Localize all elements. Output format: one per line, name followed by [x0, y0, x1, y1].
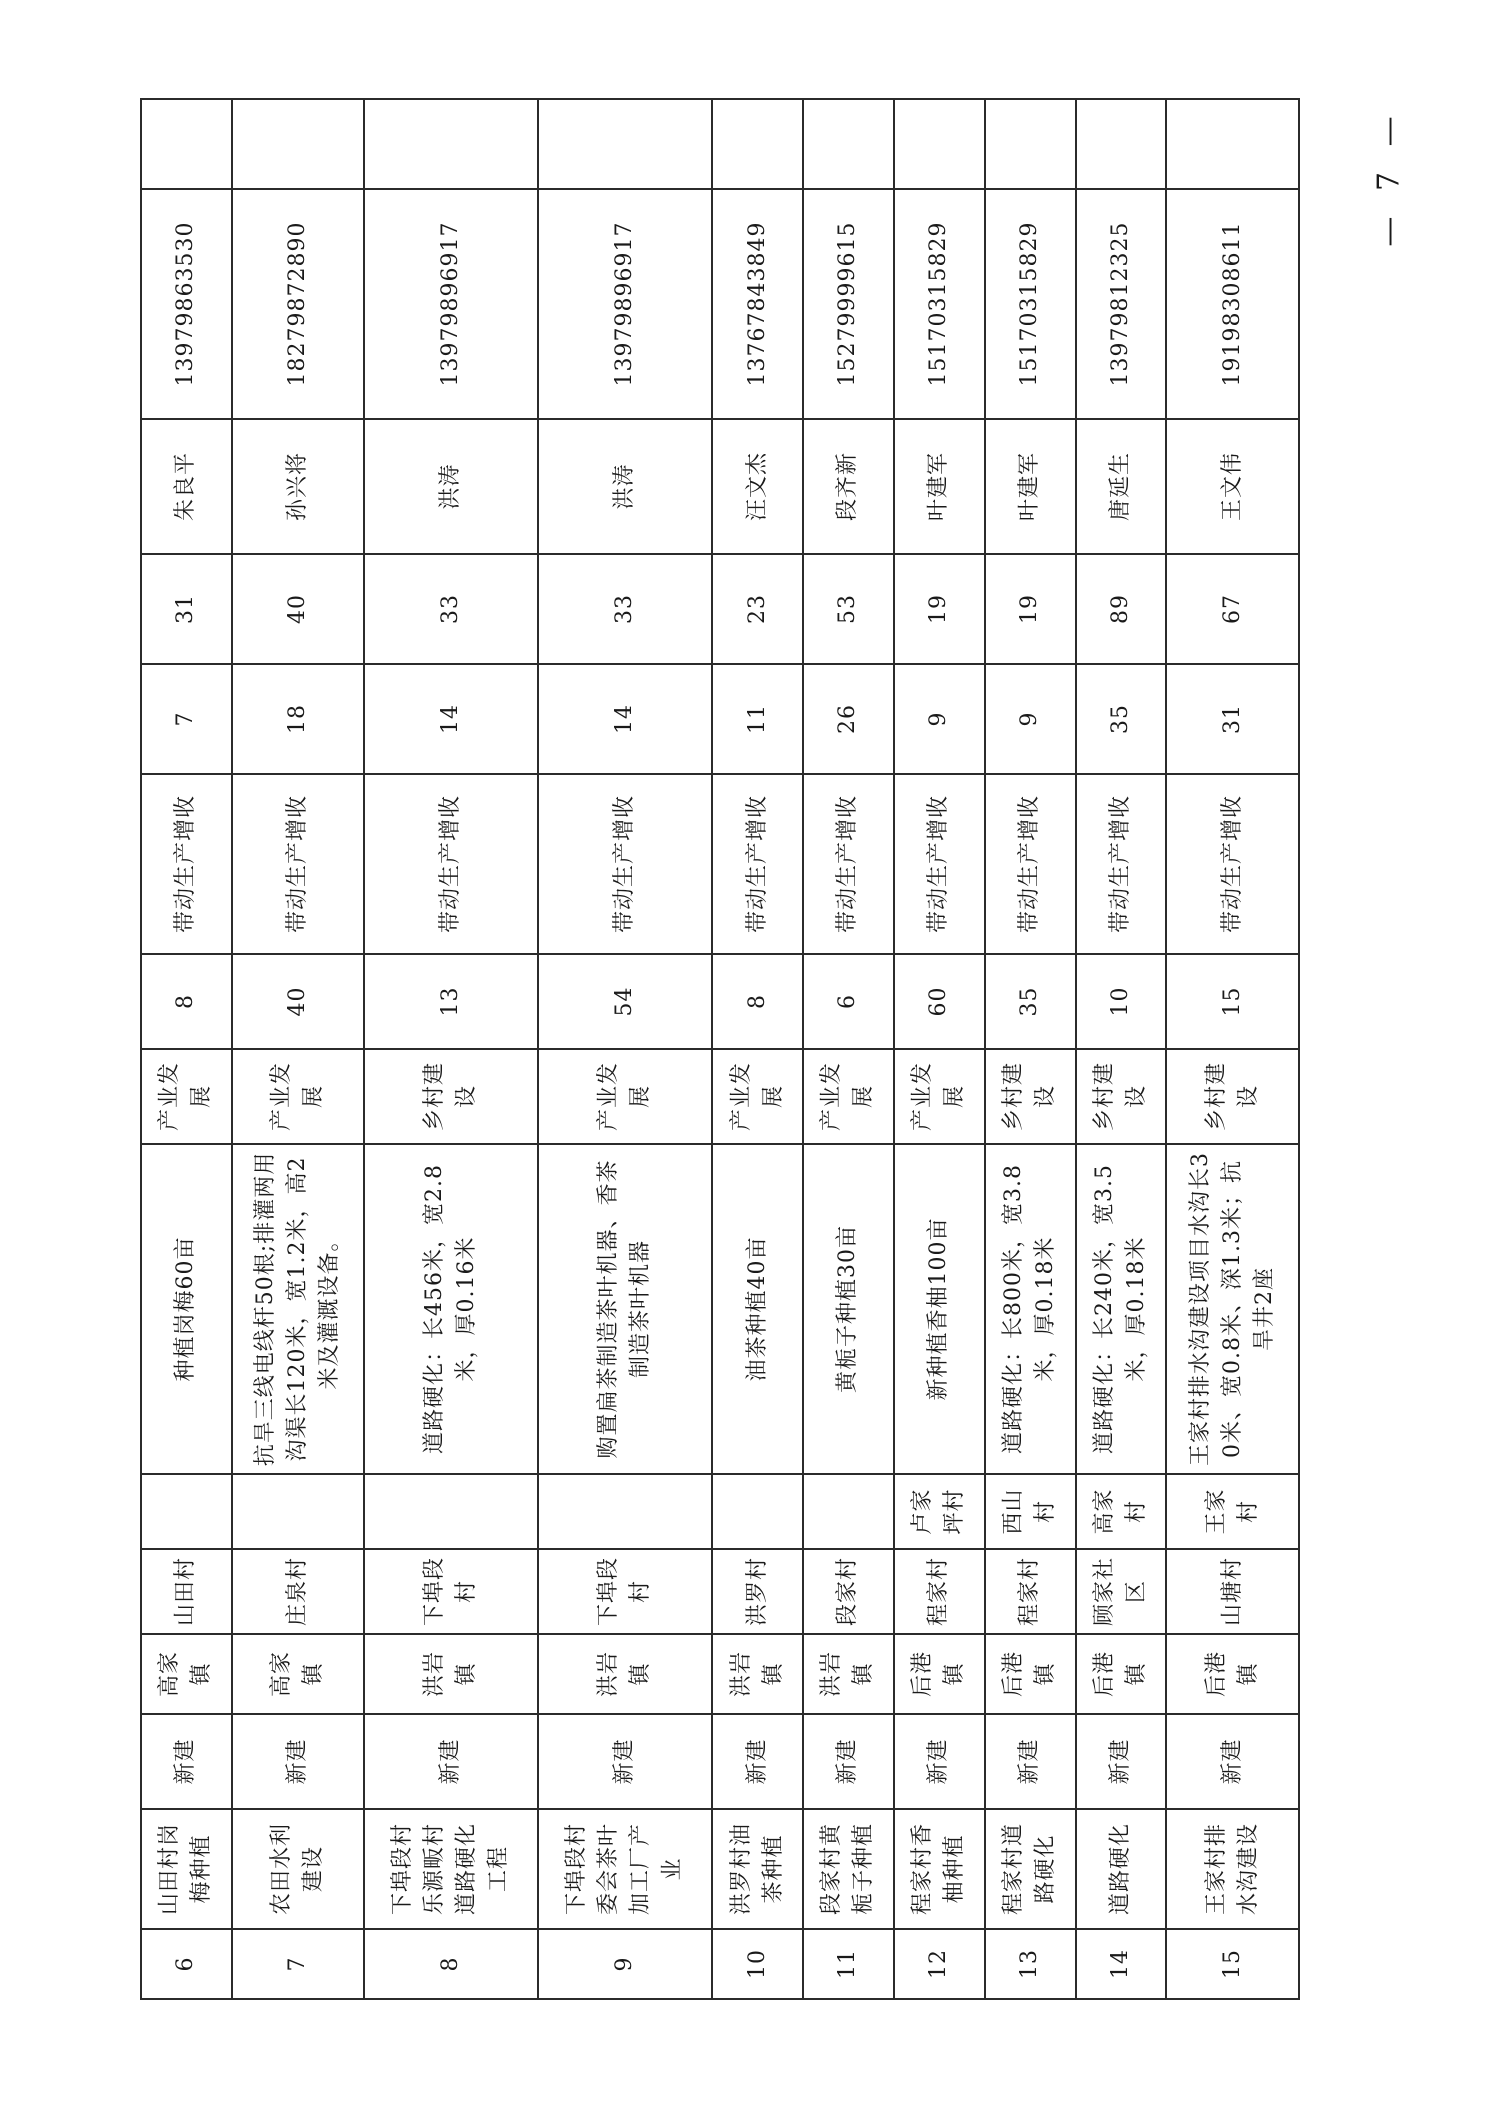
- build-type-cell: 新建: [894, 1714, 985, 1809]
- table-row: [712, 99, 803, 1999]
- row-number-cell: 12: [894, 1929, 985, 1999]
- rotated-table-wrapper: [140, 100, 1300, 2000]
- project-name-cell: 农田水利建设: [232, 1809, 364, 1929]
- people-cell: 19: [894, 554, 985, 664]
- amount-cell: 10: [1076, 954, 1167, 1049]
- category-cell: 产业发展: [803, 1049, 894, 1144]
- benefit-cell: 带动生产增收: [1076, 774, 1167, 954]
- remarks-cell: [538, 99, 712, 189]
- sub-village-cell: [364, 1474, 538, 1549]
- row-number-cell: 6: [141, 1929, 232, 1999]
- remarks-cell: [985, 99, 1076, 189]
- project-name-cell: 洪罗村油茶种植: [712, 1809, 803, 1929]
- sub-village-cell: [712, 1474, 803, 1549]
- village-cell: 下埠段村: [364, 1549, 538, 1634]
- people-cell: 40: [232, 554, 364, 664]
- village-cell: 顾家社区: [1076, 1549, 1167, 1634]
- row-number-cell: 8: [364, 1929, 538, 1999]
- content-cell: 新种植香柚100亩: [894, 1144, 985, 1474]
- amount-cell: 15: [1166, 954, 1299, 1049]
- village-cell: 程家村: [985, 1549, 1076, 1634]
- town-cell: 后港镇: [1166, 1634, 1299, 1714]
- row-number-cell: 14: [1076, 1929, 1167, 1999]
- content-cell: 道路硬化：长456米，宽2.8米，厚0.16米: [364, 1144, 538, 1474]
- people-cell: 23: [712, 554, 803, 664]
- row-number-cell: 15: [1166, 1929, 1299, 1999]
- town-cell: 洪岩镇: [538, 1634, 712, 1714]
- sub-village-cell: 王家村: [1166, 1474, 1299, 1549]
- town-cell: 后港镇: [894, 1634, 985, 1714]
- build-type-cell: 新建: [364, 1714, 538, 1809]
- content-cell: 油茶种植40亩: [712, 1144, 803, 1474]
- benefit-cell: 带动生产增收: [803, 774, 894, 954]
- remarks-cell: [894, 99, 985, 189]
- remarks-cell: [364, 99, 538, 189]
- category-cell: 产业发展: [538, 1049, 712, 1144]
- project-name-cell: 程家村香柚种植: [894, 1809, 985, 1929]
- households-cell: 7: [141, 664, 232, 774]
- remarks-cell: [1166, 99, 1299, 189]
- project-name-cell: 程家村道路硬化: [985, 1809, 1076, 1929]
- amount-cell: 40: [232, 954, 364, 1049]
- phone-cell: 13979896917: [538, 189, 712, 419]
- people-cell: 33: [538, 554, 712, 664]
- town-cell: 高家镇: [232, 1634, 364, 1714]
- category-cell: 产业发展: [894, 1049, 985, 1144]
- contact-person-cell: 洪涛: [538, 419, 712, 554]
- project-name-cell: 王家村排水沟建设: [1166, 1809, 1299, 1929]
- project-name-cell: 道路硬化: [1076, 1809, 1167, 1929]
- category-cell: 乡村建设: [985, 1049, 1076, 1144]
- phone-cell: 13767843849: [712, 189, 803, 419]
- town-cell: 后港镇: [985, 1634, 1076, 1714]
- table-row: [894, 99, 985, 1999]
- amount-cell: 13: [364, 954, 538, 1049]
- row-number-cell: 10: [712, 1929, 803, 1999]
- village-cell: 程家村: [894, 1549, 985, 1634]
- table-row: [141, 99, 232, 1999]
- households-cell: 9: [894, 664, 985, 774]
- category-cell: 乡村建设: [1166, 1049, 1299, 1144]
- row-number-cell: 7: [232, 1929, 364, 1999]
- benefit-cell: 带动生产增收: [1166, 774, 1299, 954]
- table-body: [141, 99, 1299, 1999]
- sub-village-cell: [803, 1474, 894, 1549]
- contact-person-cell: 朱良平: [141, 419, 232, 554]
- build-type-cell: 新建: [1076, 1714, 1167, 1809]
- remarks-cell: [141, 99, 232, 189]
- contact-person-cell: 叶建军: [985, 419, 1076, 554]
- build-type-cell: 新建: [712, 1714, 803, 1809]
- content-cell: 道路硬化：长240米，宽3.5米，厚0.18米: [1076, 1144, 1167, 1474]
- village-cell: 山塘村: [1166, 1549, 1299, 1634]
- content-cell: 种植岗梅60亩: [141, 1144, 232, 1474]
- amount-cell: 60: [894, 954, 985, 1049]
- benefit-cell: 带动生产增收: [985, 774, 1076, 954]
- town-cell: 高家镇: [141, 1634, 232, 1714]
- benefit-cell: 带动生产增收: [364, 774, 538, 954]
- phone-cell: 15279999615: [803, 189, 894, 419]
- build-type-cell: 新建: [232, 1714, 364, 1809]
- benefit-cell: 带动生产增收: [141, 774, 232, 954]
- sub-village-cell: [232, 1474, 364, 1549]
- village-cell: 山田村: [141, 1549, 232, 1634]
- households-cell: 35: [1076, 664, 1167, 774]
- people-cell: 31: [141, 554, 232, 664]
- row-number-cell: 9: [538, 1929, 712, 1999]
- build-type-cell: 新建: [538, 1714, 712, 1809]
- category-cell: 乡村建设: [1076, 1049, 1167, 1144]
- build-type-cell: 新建: [141, 1714, 232, 1809]
- contact-person-cell: 叶建军: [894, 419, 985, 554]
- households-cell: 11: [712, 664, 803, 774]
- build-type-cell: 新建: [985, 1714, 1076, 1809]
- people-cell: 19: [985, 554, 1076, 664]
- phone-cell: 19198308611: [1166, 189, 1299, 419]
- build-type-cell: 新建: [1166, 1714, 1299, 1809]
- table-row: [538, 99, 712, 1999]
- amount-cell: 6: [803, 954, 894, 1049]
- households-cell: 26: [803, 664, 894, 774]
- remarks-cell: [803, 99, 894, 189]
- sub-village-cell: [141, 1474, 232, 1549]
- category-cell: 乡村建设: [364, 1049, 538, 1144]
- phone-cell: 13979896917: [364, 189, 538, 419]
- people-cell: 89: [1076, 554, 1167, 664]
- project-name-cell: 下埠段村乐源畈村道路硬化工程: [364, 1809, 538, 1929]
- amount-cell: 8: [712, 954, 803, 1049]
- category-cell: 产业发展: [712, 1049, 803, 1144]
- sub-village-cell: 高家村: [1076, 1474, 1167, 1549]
- amount-cell: 54: [538, 954, 712, 1049]
- amount-cell: 35: [985, 954, 1076, 1049]
- households-cell: 14: [364, 664, 538, 774]
- sub-village-cell: 西山村: [985, 1474, 1076, 1549]
- benefit-cell: 带动生产增收: [712, 774, 803, 954]
- project-name-cell: 下埠段村委会茶叶加工厂产业: [538, 1809, 712, 1929]
- project-name-cell: 山田村岗梅种植: [141, 1809, 232, 1929]
- phone-cell: 15170315829: [894, 189, 985, 419]
- content-cell: 黄栀子种植30亩: [803, 1144, 894, 1474]
- contact-person-cell: 段齐新: [803, 419, 894, 554]
- people-cell: 53: [803, 554, 894, 664]
- households-cell: 9: [985, 664, 1076, 774]
- build-type-cell: 新建: [803, 1714, 894, 1809]
- contact-person-cell: 孙兴将: [232, 419, 364, 554]
- phone-cell: 13979812325: [1076, 189, 1167, 419]
- table-row: [1076, 99, 1167, 1999]
- town-cell: 后港镇: [1076, 1634, 1167, 1714]
- village-cell: 庄泉村: [232, 1549, 364, 1634]
- project-name-cell: 段家村黄栀子种植: [803, 1809, 894, 1929]
- people-cell: 33: [364, 554, 538, 664]
- phone-cell: 18279872890: [232, 189, 364, 419]
- content-cell: 道路硬化：长800米，宽3.8米，厚0.18米: [985, 1144, 1076, 1474]
- town-cell: 洪岩镇: [803, 1634, 894, 1714]
- table-row: [985, 99, 1076, 1999]
- village-cell: 段家村: [803, 1549, 894, 1634]
- remarks-cell: [232, 99, 364, 189]
- row-number-cell: 13: [985, 1929, 1076, 1999]
- contact-person-cell: 洪涛: [364, 419, 538, 554]
- benefit-cell: 带动生产增收: [894, 774, 985, 954]
- content-cell: 王家村排水沟建设项目水沟长30米、宽0.8米、深1.3米；抗旱井2座: [1166, 1144, 1299, 1474]
- households-cell: 14: [538, 664, 712, 774]
- village-cell: 下埠段村: [538, 1549, 712, 1634]
- sub-village-cell: 卢家坪村: [894, 1474, 985, 1549]
- contact-person-cell: 汪文杰: [712, 419, 803, 554]
- benefit-cell: 带动生产增收: [538, 774, 712, 954]
- row-number-cell: 11: [803, 1929, 894, 1999]
- village-cell: 洪罗村: [712, 1549, 803, 1634]
- phone-cell: 13979863530: [141, 189, 232, 419]
- content-cell: 抗旱三线电线杆50根;排灌两用沟渠长120米，宽1.2米，高2米及灌溉设备。: [232, 1144, 364, 1474]
- sub-village-cell: [538, 1474, 712, 1549]
- amount-cell: 8: [141, 954, 232, 1049]
- benefit-cell: 带动生产增收: [232, 774, 364, 954]
- content-cell: 购置扁茶制造茶叶机器、香茶制造茶叶机器: [538, 1144, 712, 1474]
- table-row: [232, 99, 364, 1999]
- project-table: [140, 98, 1300, 2000]
- contact-person-cell: 唐延生: [1076, 419, 1167, 554]
- table-row: [803, 99, 894, 1999]
- contact-person-cell: 王文伟: [1166, 419, 1299, 554]
- remarks-cell: [712, 99, 803, 189]
- page-number: — 7 —: [1371, 108, 1407, 247]
- households-cell: 31: [1166, 664, 1299, 774]
- people-cell: 67: [1166, 554, 1299, 664]
- category-cell: 产业发展: [232, 1049, 364, 1144]
- town-cell: 洪岩镇: [712, 1634, 803, 1714]
- town-cell: 洪岩镇: [364, 1634, 538, 1714]
- households-cell: 18: [232, 664, 364, 774]
- table-row: [1166, 99, 1299, 1999]
- table-row: [364, 99, 538, 1999]
- category-cell: 产业发展: [141, 1049, 232, 1144]
- phone-cell: 15170315829: [985, 189, 1076, 419]
- remarks-cell: [1076, 99, 1167, 189]
